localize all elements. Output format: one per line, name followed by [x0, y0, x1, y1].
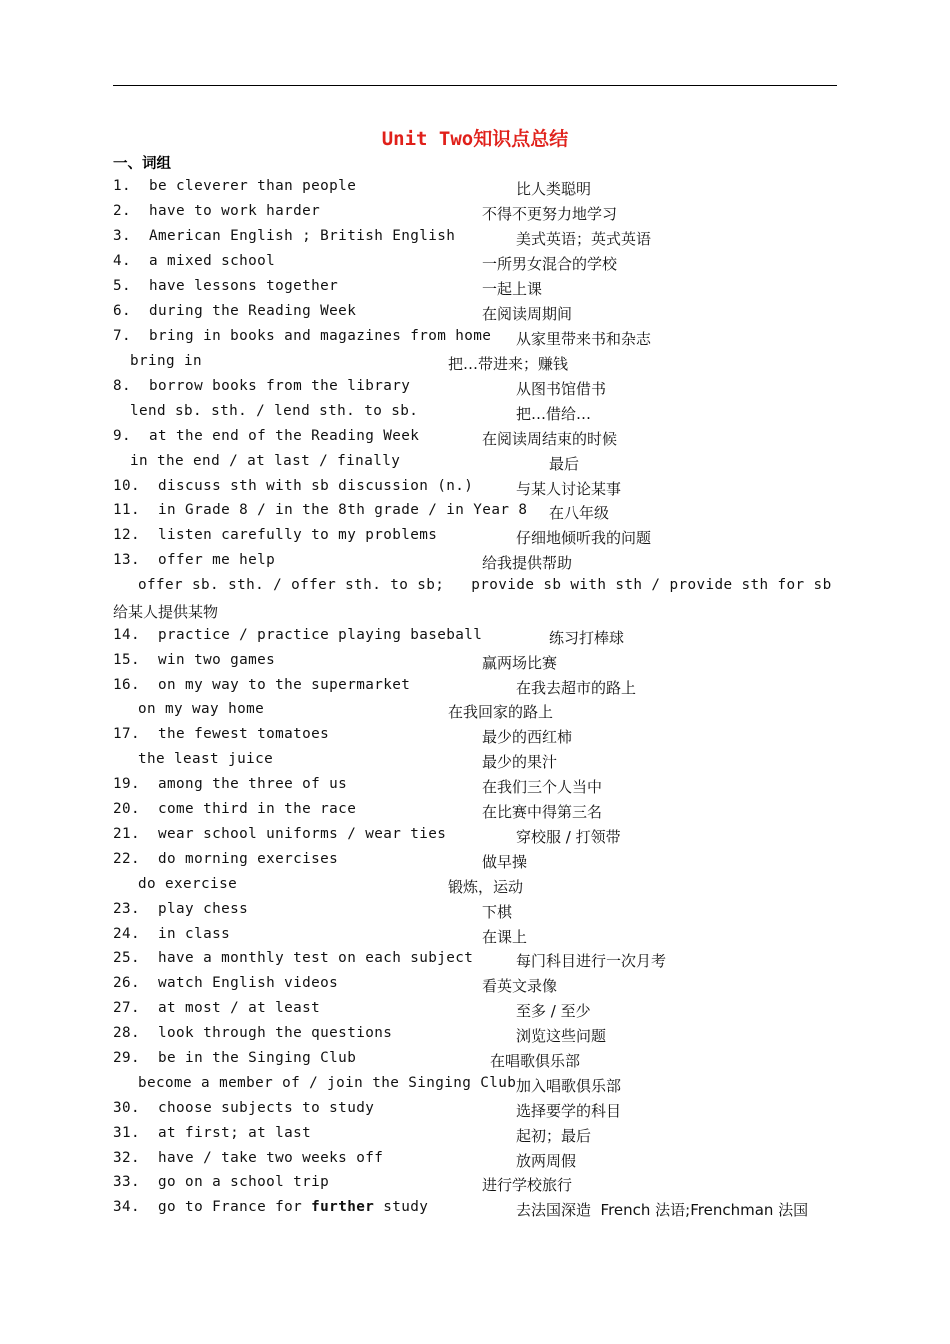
phrase-chinese: 比人类聪明 — [516, 180, 592, 198]
phrase-english-text: 10. discuss sth with sb discussion (n.) — [113, 478, 474, 494]
phrase-english — [113, 1100, 374, 1116]
phrase-english-text: 31. at first; at last — [113, 1125, 312, 1141]
section-heading: 一、词组 — [113, 156, 171, 172]
list-item — [0, 253, 950, 277]
phrase-english — [113, 851, 338, 867]
phrase-chinese: 从家里带来书和杂志 — [516, 330, 652, 348]
phrase-english — [113, 328, 491, 344]
phrase-chinese: 不得不更努力地学习 — [482, 205, 618, 223]
phrase-english — [113, 203, 320, 219]
list-item — [0, 203, 950, 227]
phrase-chinese: 起初；最后 — [516, 1127, 592, 1145]
phrase-english-text: 29. be in the Singing Club — [113, 1050, 357, 1066]
phrase-english — [113, 726, 329, 742]
phrase-english — [113, 975, 338, 991]
phrase-english — [113, 1199, 428, 1215]
phrase-chinese: 与某人讨论某事 — [516, 480, 622, 498]
phrase-english — [113, 1000, 320, 1016]
phrase-chinese: 给某人提供某物 — [113, 603, 219, 621]
phrase-english-text: 25. have a monthly test on each subject — [113, 950, 474, 966]
phrase-chinese: 给我提供帮助 — [482, 554, 573, 572]
phrase-english — [113, 527, 437, 543]
phrase-english-text: 20. come third in the race — [113, 801, 357, 817]
phrase-english-text: do exercise — [138, 876, 238, 892]
list-item — [0, 1150, 950, 1174]
phrase-chinese: 最少的西红柿 — [482, 728, 573, 746]
phrase-chinese: 下棋 — [482, 903, 513, 921]
list-item — [0, 328, 950, 352]
phrase-english — [113, 801, 356, 817]
list-item — [0, 776, 950, 800]
phrase-english-text: 7. bring in books and magazines from home — [113, 328, 492, 344]
list-item — [0, 701, 950, 725]
phrase-english — [113, 178, 356, 194]
list-item — [0, 428, 950, 452]
phrase-chinese: 浏览这些问题 — [516, 1027, 607, 1045]
phrase-chinese: 选择要学的科目 — [516, 1102, 622, 1120]
phrase-english-text: 1. be cleverer than people — [113, 178, 357, 194]
phrase-english-text: 5. have lessons together — [113, 278, 339, 294]
phrase-english — [113, 253, 275, 269]
phrase-chinese: 最少的果汁 — [482, 753, 558, 771]
phrase-chinese: 加入唱歌俱乐部 — [516, 1077, 622, 1095]
phrase-english — [138, 876, 237, 892]
phrase-english-text: 13. offer me help — [113, 552, 276, 568]
phrase-english-text: 33. go on a school trip — [113, 1174, 330, 1190]
list-item — [0, 901, 950, 925]
phrase-english-text: become a member of / join the Singing Club — [138, 1075, 517, 1091]
list-item — [0, 303, 950, 327]
phrase-english — [113, 228, 455, 244]
phrase-english — [113, 303, 356, 319]
phrase-chinese: 赢两场比赛 — [482, 654, 558, 672]
phrase-english-text: 23. play chess — [113, 901, 249, 917]
list-item — [0, 552, 950, 576]
phrase-chinese: 把…带进来；赚钱 — [448, 355, 569, 373]
list-item — [0, 801, 950, 825]
list-item — [0, 502, 950, 526]
phrase-english — [130, 403, 418, 419]
phrase-english-text: in the end / at last / finally — [130, 453, 401, 469]
list-item — [0, 353, 950, 377]
phrase-english-text: 6. during the Reading Week — [113, 303, 357, 319]
phrase-english — [113, 776, 347, 792]
list-item — [0, 278, 950, 302]
phrase-chinese: 在比赛中得第三名 — [482, 803, 603, 821]
list-item — [0, 950, 950, 974]
phrase-chinese: 在唱歌俱乐部 — [490, 1052, 581, 1070]
phrase-chinese: 在阅读周结束的时候 — [482, 430, 618, 448]
phrase-english-text: 8. borrow books from the library — [113, 378, 411, 394]
phrase-english-text: the least juice — [138, 751, 274, 767]
phrase-chinese: 一起上课 — [482, 280, 543, 298]
phrase-english-text: 11. in Grade 8 / in the 8th grade / in Year 8 — [113, 502, 528, 518]
phrase-english-text: 15. win two games — [113, 652, 276, 668]
list-item — [0, 726, 950, 750]
list-item — [0, 1000, 950, 1024]
phrase-english-text: 14. practice / practice playing baseball — [113, 627, 483, 643]
phrase-chinese: 去法国深造 French 法语;Frenchman 法国 — [516, 1201, 809, 1219]
phrase-english-text: 26. watch English videos — [113, 975, 339, 991]
phrase-english — [113, 428, 419, 444]
list-item — [0, 751, 950, 775]
phrase-chinese: 做早操 — [482, 853, 528, 871]
list-item — [0, 1025, 950, 1049]
phrase-chinese: 练习打棒球 — [549, 629, 625, 647]
phrase-english — [113, 478, 473, 494]
phrase-english — [113, 627, 482, 643]
list-item — [0, 1174, 950, 1198]
list-item — [0, 627, 950, 651]
phrase-english-text: lend sb. sth. / lend sth. to sb. — [130, 403, 419, 419]
list-item — [0, 577, 950, 601]
page-title: Unit Two知识点总结 — [381, 128, 569, 150]
list-item — [0, 975, 950, 999]
phrase-chinese: 把…借给… — [516, 405, 592, 423]
phrase-english — [113, 1125, 311, 1141]
phrase-chinese: 在我们三个人当中 — [482, 778, 603, 796]
list-item — [0, 178, 950, 202]
phrase-english — [130, 453, 400, 469]
phrase-english-bold: further — [311, 1199, 375, 1215]
phrase-chinese: 从图书馆借书 — [516, 380, 607, 398]
phrase-chinese: 在八年级 — [549, 504, 610, 522]
phrase-english-text: 30. choose subjects to study — [113, 1100, 375, 1116]
phrase-english — [113, 278, 338, 294]
list-item — [0, 1125, 950, 1149]
phrase-english-text: 17. the fewest tomatoes — [113, 726, 330, 742]
header-rule — [113, 85, 837, 86]
phrase-english-text: offer sb. sth. / offer sth. to sb; provide sb with sth / provide sth for sb — [138, 577, 832, 593]
list-item — [0, 1050, 950, 1074]
phrase-chinese: 进行学校旅行 — [482, 1176, 573, 1194]
phrase-english-text: 12. listen carefully to my problems — [113, 527, 438, 543]
list-item — [0, 228, 950, 252]
phrase-english-text: 16. on my way to the supermarket — [113, 677, 411, 693]
phrase-chinese: 放两周假 — [516, 1152, 577, 1170]
phrase-english — [113, 1050, 356, 1066]
list-item — [0, 478, 950, 502]
phrase-english — [113, 378, 410, 394]
phrase-english-text: 3. American English ; British English — [113, 228, 456, 244]
phrase-chinese: 看英文录像 — [482, 977, 558, 995]
phrase-english — [138, 751, 273, 767]
phrase-chinese: 在阅读周期间 — [482, 305, 573, 323]
list-item — [0, 1075, 950, 1099]
list-item — [0, 378, 950, 402]
list-item — [0, 527, 950, 551]
phrase-chinese: 至多 / 至少 — [516, 1002, 591, 1020]
list-item — [0, 851, 950, 875]
phrase-chinese: 每门科目进行一次月考 — [516, 952, 667, 970]
phrase-english — [113, 826, 446, 842]
phrase-english — [113, 552, 275, 568]
phrase-english-text: 19. among the three of us — [113, 776, 348, 792]
phrase-english — [113, 502, 527, 518]
list-item — [0, 926, 950, 950]
phrase-english — [113, 652, 275, 668]
phrase-english-text: on my way home — [138, 701, 265, 717]
phrase-english — [113, 926, 230, 942]
phrase-english-text: 4. a mixed school — [113, 253, 276, 269]
phrase-chinese: 在我去超市的路上 — [516, 679, 637, 697]
phrase-english — [113, 677, 410, 693]
phrase-chinese: 穿校服 / 打领带 — [516, 828, 621, 846]
phrase-chinese: 美式英语；英式英语 — [516, 230, 652, 248]
list-item — [0, 652, 950, 676]
phrase-english — [113, 1174, 329, 1190]
phrase-english-text: 24. in class — [113, 926, 231, 942]
phrase-english-text: 28. look through the questions — [113, 1025, 393, 1041]
phrase-english — [138, 1075, 516, 1091]
phrase-english — [138, 701, 264, 717]
phrase-english — [113, 1150, 383, 1166]
phrase-english — [138, 577, 832, 593]
phrase-english — [113, 1025, 392, 1041]
phrase-chinese: 在课上 — [482, 928, 528, 946]
list-item — [0, 677, 950, 701]
list-item — [0, 601, 950, 625]
phrase-chinese: 一所男女混合的学校 — [482, 255, 618, 273]
list-item — [0, 403, 950, 427]
phrase-english — [113, 901, 248, 917]
phrase-english-text: 27. at most / at least — [113, 1000, 321, 1016]
phrase-chinese: 仔细地倾听我的问题 — [516, 529, 652, 547]
phrase-english-text: 22. do morning exercises — [113, 851, 339, 867]
list-item — [0, 826, 950, 850]
phrase-chinese: 锻炼，运动 — [448, 878, 524, 896]
phrase-english-text: bring in — [130, 353, 203, 369]
phrase-english — [130, 353, 202, 369]
list-item — [0, 453, 950, 477]
phrase-english-text: 9. at the end of the Reading Week — [113, 428, 420, 444]
phrase-english-text: study — [374, 1199, 429, 1215]
list-item — [0, 1199, 950, 1223]
phrase-chinese: 在我回家的路上 — [448, 703, 554, 721]
phrase-english-text: 2. have to work harder — [113, 203, 321, 219]
phrase-english-text: 34. go to France for — [113, 1199, 312, 1215]
phrase-english-text: 21. wear school uniforms / wear ties — [113, 826, 447, 842]
phrase-chinese: 最后 — [549, 455, 580, 473]
list-item — [0, 876, 950, 900]
list-item — [0, 1100, 950, 1124]
phrase-english-text: 32. have / take two weeks off — [113, 1150, 384, 1166]
phrase-english — [113, 950, 473, 966]
